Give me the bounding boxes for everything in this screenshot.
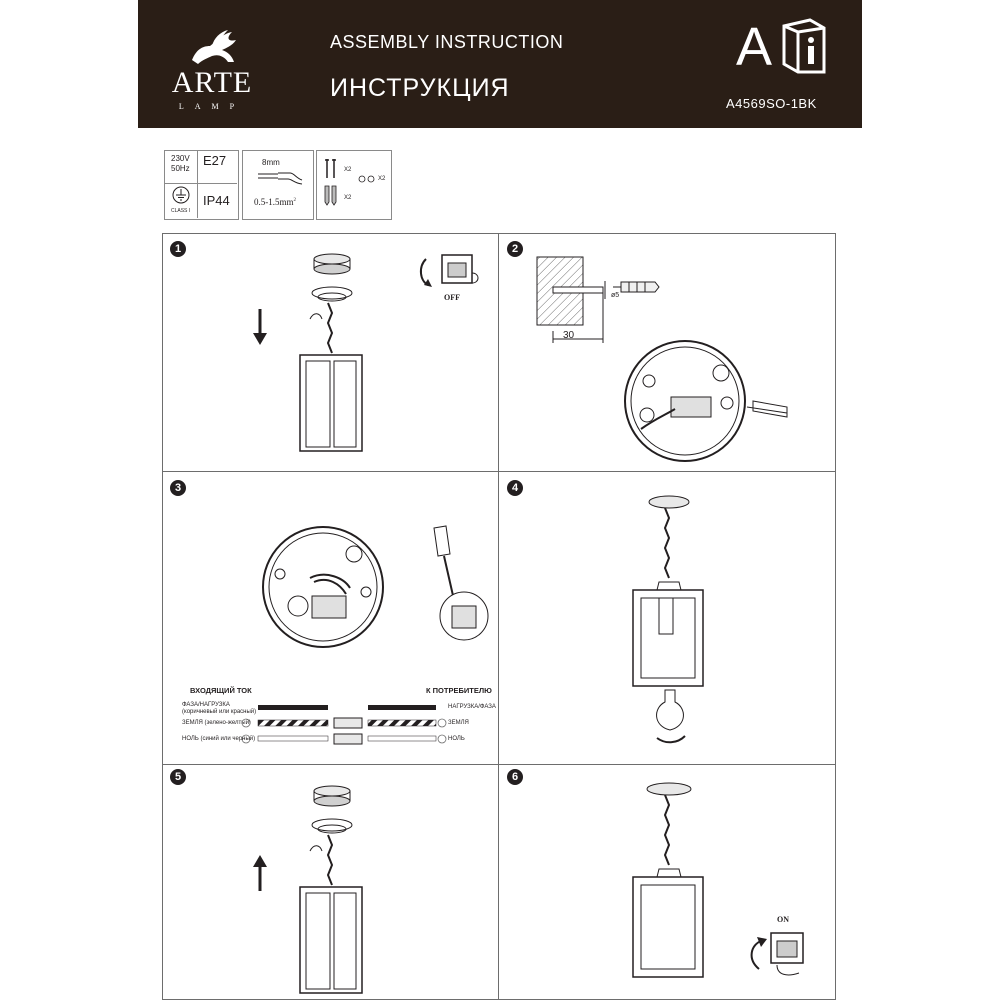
step-number: 3: [170, 480, 186, 496]
neutral-right-label: НОЛЬ: [448, 736, 465, 742]
arrow-up-icon: [250, 853, 270, 893]
screws-qty: X2: [344, 167, 352, 173]
step-1-panel: [162, 233, 498, 471]
phase-left-label: ФАЗА/НАГРУЗКА: [182, 702, 230, 708]
step-6-panel: [499, 765, 836, 1000]
wire-strip-icon: [256, 168, 306, 188]
wiring-plate-drawing: [260, 524, 386, 650]
incoming-current-label: ВХОДЯЩИЙ ТОК: [190, 686, 252, 695]
hanging-lamp-drawing: [629, 494, 709, 744]
title-russian: ИНСТРУКЦИЯ: [330, 74, 510, 102]
wiring-diagram: [258, 698, 448, 750]
switch-state-label: ON: [777, 915, 789, 924]
dowel-insert-drawing: [611, 277, 661, 297]
arrow-down-icon: [250, 307, 270, 347]
step-4-panel: [499, 472, 836, 764]
ground-left-label: ЗЕМЛЯ (зелено-желтый): [182, 720, 251, 726]
protection-label: IP44: [203, 193, 230, 208]
step-number: 6: [507, 769, 523, 785]
lamp-assembly-drawing: [292, 779, 372, 999]
strip-length-label: 8mm: [262, 158, 280, 167]
installed-lamp-drawing: [629, 781, 709, 981]
phase-left-sublabel: (коричневый или красный): [182, 709, 257, 715]
neutral-left-label: НОЛЬ (синий или черный): [182, 736, 256, 742]
version-letter: A: [736, 17, 773, 77]
model-number: A4569SO-1BK: [726, 96, 817, 111]
brand-name: ARTE: [171, 66, 253, 99]
brand-logo: [162, 26, 262, 116]
to-consumer-label: К ПОТРЕБИТЕЛЮ: [426, 686, 492, 695]
phase-right-label: НАГРУЗКА/ФАЗА: [448, 704, 496, 710]
step-3-panel: [162, 472, 498, 764]
ground-icon: [172, 186, 190, 204]
switch-state-label: OFF: [444, 293, 460, 302]
brand-subtitle: LAMP: [178, 102, 246, 111]
wire-section-label: $0.5-1.5mm^2$: [254, 197, 296, 207]
frequency-label: 50Hz: [171, 164, 190, 173]
step-number: 4: [507, 480, 523, 496]
ground-right-label: ЗЕМЛЯ: [448, 720, 469, 726]
switch-on-icon: [743, 925, 819, 989]
title-english: ASSEMBLY INSTRUCTION: [330, 32, 564, 52]
step-number: 1: [170, 241, 186, 257]
drill-depth-label: 30: [563, 330, 575, 341]
step-2-panel: [499, 233, 836, 471]
lamp-assembly-drawing: [292, 247, 372, 457]
mount-plate-drawing: [621, 337, 791, 465]
step-5-panel: [162, 765, 498, 1000]
class-label: CLASS I: [171, 208, 191, 214]
griffin-logo-icon: [162, 26, 262, 66]
header-banner: [138, 0, 862, 128]
step-number: 2: [507, 241, 523, 257]
socket-label: E27: [203, 153, 227, 168]
washer-icon: [358, 175, 378, 183]
voltage-label: 230V: [171, 154, 190, 163]
screwdriver-drawing: [424, 524, 494, 644]
dowel-icon: [322, 184, 342, 206]
dowels-qty: X2: [344, 195, 352, 201]
info-book-icon: [780, 18, 828, 74]
drill-diameter-label: ø5: [611, 292, 620, 299]
washers-qty: X2: [378, 176, 386, 182]
screw-icon: [322, 158, 342, 180]
step-number: 5: [170, 769, 186, 785]
